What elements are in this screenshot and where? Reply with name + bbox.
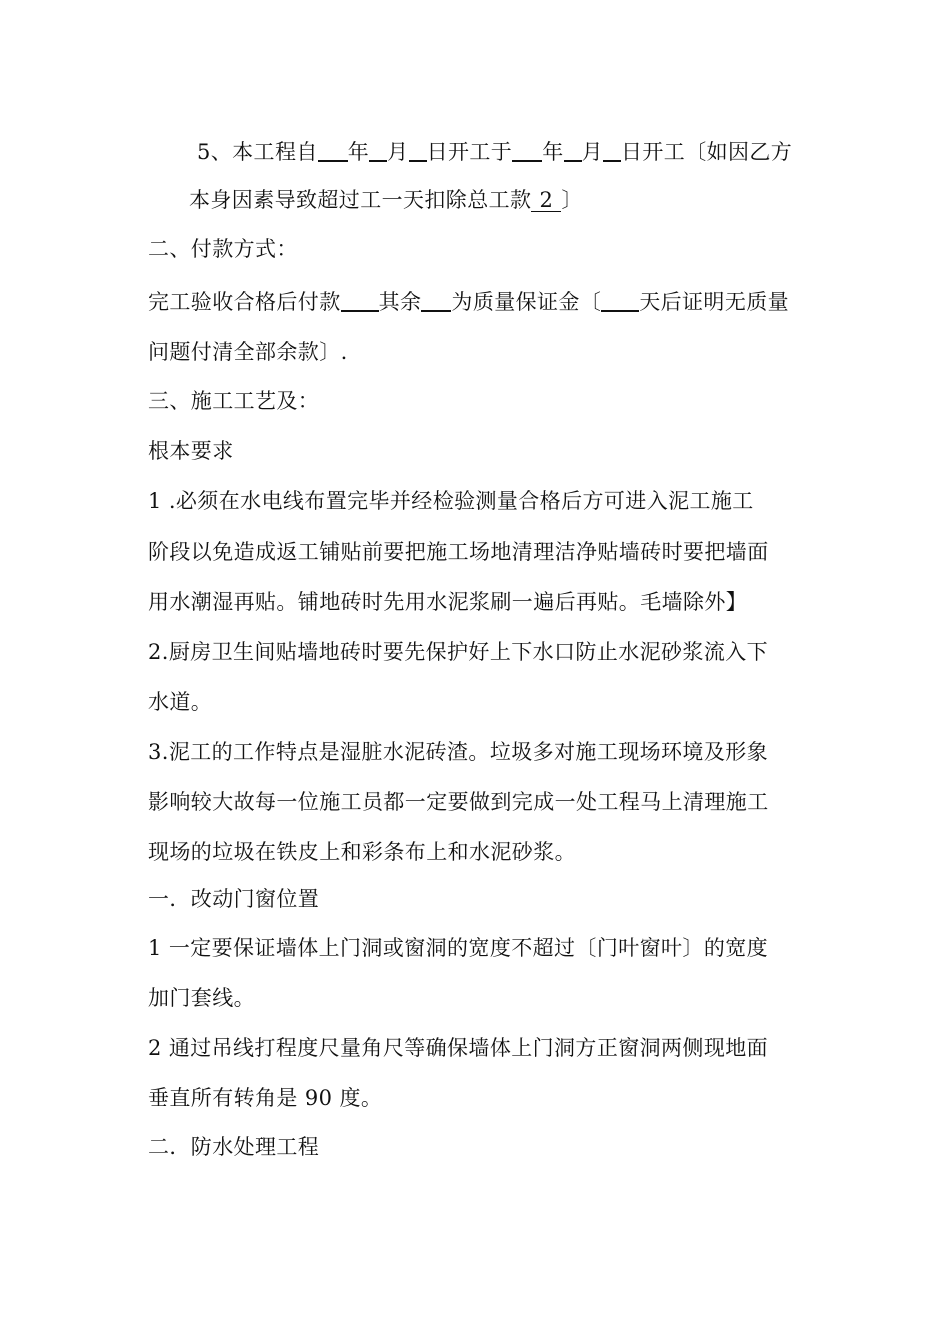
payment-heading: 二、付款方式：: [148, 237, 298, 261]
year-label: 年: [347, 140, 370, 164]
clause-5-start: 5、本工程自: [197, 140, 318, 164]
clause-5-line-2: [189, 185, 583, 215]
remainder-blank: [421, 286, 451, 312]
requirement-2-line-1: 2.厨房卫生间贴墙地砖时要先保护好上下水口防止水泥砂浆流入下: [148, 640, 769, 664]
start-year-blank: [318, 136, 348, 162]
end-month-blank: [564, 136, 582, 162]
month-label-2: 月: [581, 140, 603, 164]
penalty-value: 2: [531, 189, 561, 212]
requirement-2-line-2: 水道。: [148, 690, 213, 714]
process-heading: 三、施工工艺及：: [148, 389, 320, 413]
requirement-1-line-3: 用水潮湿再贴。铺地砖时先用水泥浆刷一遍后再贴。毛墙除外】: [148, 590, 748, 614]
end-year-blank: [512, 136, 542, 162]
start-month-blank: [369, 136, 387, 162]
start-label: 日开工于: [426, 140, 513, 164]
requirement-3-line-3: 现场的垃圾在铁皮上和彩条布上和水泥砂浆。: [148, 840, 576, 864]
basic-requirements-heading: 根本要求: [148, 439, 234, 463]
end-day-blank: [603, 136, 621, 162]
requirement-3-line-2: 影响较大故每一位施工员都一定要做到完成一处工程马上清理施工: [148, 790, 769, 814]
payment-line-2: 问题付清全部余款〕.: [148, 340, 348, 364]
section-1-item-1-line-1: 1 一定要保证墙体上门洞或窗洞的宽度不超过〔门叶窗叶〕的宽度: [148, 936, 769, 960]
requirement-1-line-1: 1 .必须在水电线布置完毕并经检验测量合格后方可进入泥工施工: [148, 489, 754, 513]
section-1-item-2-line-1: 2 通过吊线打程度尺量角尺等确保墙体上门洞方正窗洞两侧现地面: [148, 1036, 769, 1060]
payment-text-c: 为质量保证金〔: [451, 290, 602, 314]
payment-amount-blank: [341, 286, 379, 312]
clause-5-end: 日开工〔如因乙方: [621, 140, 793, 164]
payment-text-b: 其余: [378, 290, 422, 314]
days-blank: [601, 286, 639, 312]
penalty-text: 本身因素导致超过工一天扣除总工款: [189, 188, 532, 212]
section-2-heading: 二．防水处理工程: [148, 1135, 320, 1159]
penalty-close: 〕: [561, 188, 583, 212]
year-label-2: 年: [542, 140, 564, 164]
requirement-1-line-2: 阶段以免造成返工铺贴前要把施工场地清理洁净贴墙砖时要把墙面: [148, 540, 769, 564]
clause-5-line-1: [197, 136, 792, 167]
section-1-item-2-line-2: 垂直所有转角是 90 度。: [148, 1086, 383, 1110]
start-day-blank: [409, 136, 427, 162]
section-1-heading: 一．改动门窗位置: [148, 887, 320, 911]
payment-line-1: [148, 286, 789, 317]
payment-text-a: 完工验收合格后付款: [148, 290, 341, 314]
payment-text-d: 天后证明无质量: [639, 290, 790, 314]
section-1-item-1-line-2: 加门套线。: [148, 986, 255, 1010]
month-label: 月: [387, 140, 409, 164]
requirement-3-line-1: 3.泥工的工作特点是湿脏水泥砖渣。垃圾多对施工现场环境及形象: [148, 740, 769, 764]
